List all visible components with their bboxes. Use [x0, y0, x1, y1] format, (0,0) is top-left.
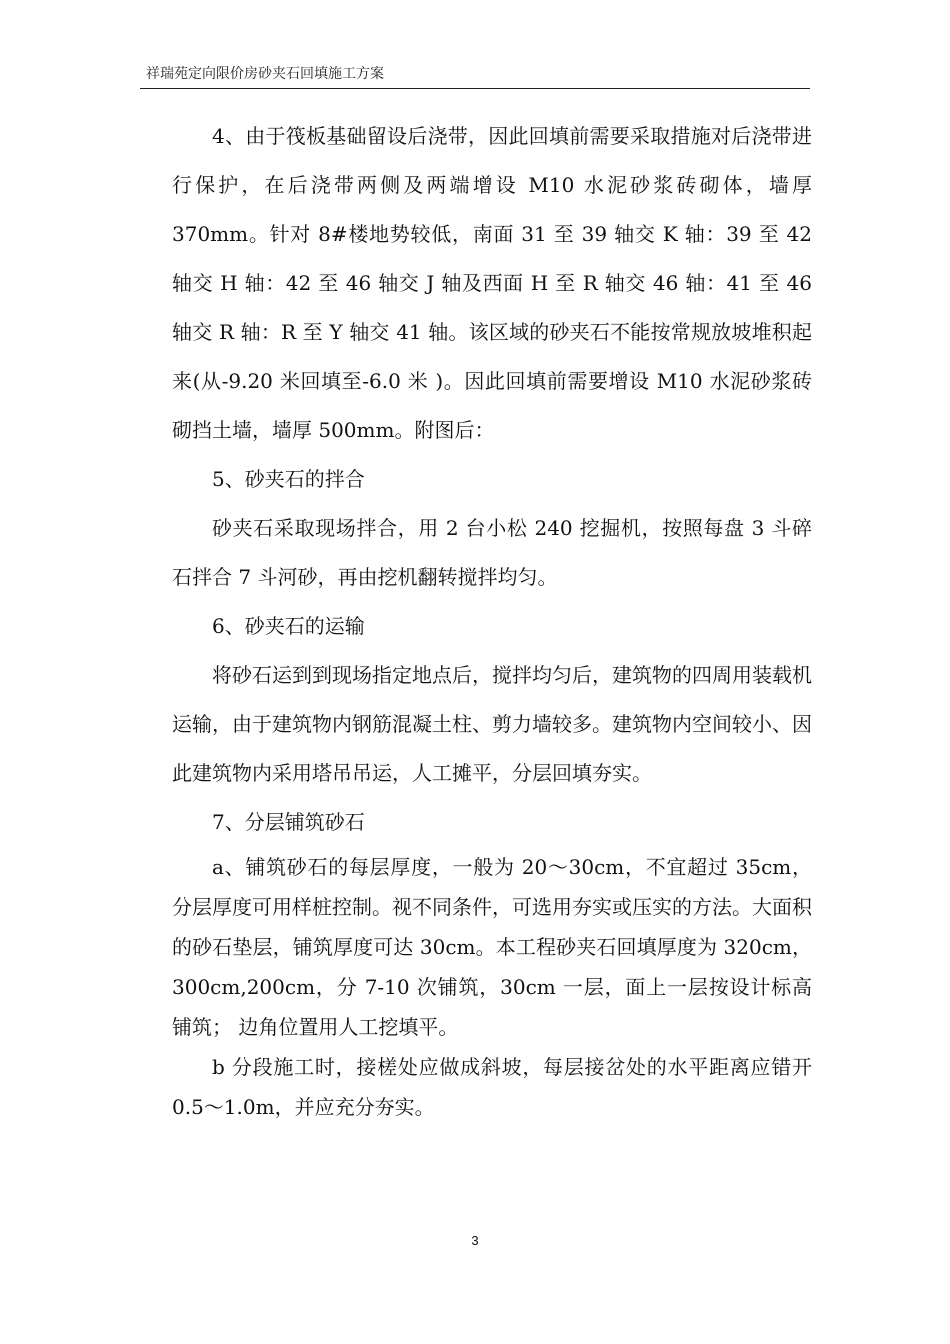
- paragraph-4-retaining-wall: 4、由于筏板基础留设后浇带，因此回填前需要采取措施对后浇带进行保护，在后浇带两侧及两端增设 M10 水泥砂浆砖砌体，墙厚 370mm。针对 8#楼地势较低，南面 31 至 39 轴交 K 轴：39 至 42 轴交 H 轴：42 至 46 轴交 J 轴及西面 H 至 R 轴交 46 轴：41 至 46 轴交 R 轴：R 至 Y 轴交 41 轴。该区域的砂夹石不能按常规放坡堆积起来(从-9.20 米回填至-6.0 米 )。因此回填前需要增设 M10 水泥砂浆砖砌挡土墙，墙厚 500mm。附图后：: [172, 124, 812, 442]
- heading-5-mixing: 5、砂夹石的拌合: [212, 467, 365, 491]
- page-number: 3: [471, 1233, 479, 1248]
- header-rule: [140, 88, 810, 89]
- heading-7-layered-paving: 7、分层铺筑砂石: [212, 810, 365, 834]
- running-header: 祥瑞苑定向限价房砂夹石回填施工方案: [146, 66, 384, 82]
- heading-6-transport: 6、砂夹石的运输: [212, 614, 365, 638]
- paragraph-layer-thickness: a、铺筑砂石的每层厚度，一般为 20～30cm，不宜超过 35cm，分层厚度可用样桩控制。视不同条件，可选用夯实或压实的方法。大面积的砂石垫层，铺筑厚度可达 30cm。本工程砂夹石回填厚度为 320cm，300cm,200cm，分 7-10 次铺筑，30cm 一层，面上一层按设计标高铺筑； 边角位置用人工挖填平。: [172, 855, 812, 1039]
- paragraph-segment-joints: b 分段施工时，接槎处应做成斜坡，每层接岔处的水平距离应错开 0.5～1.0m，并应充分夯实。: [172, 1055, 812, 1119]
- document-body: [172, 112, 812, 1127]
- paragraph-mixing: 砂夹石采取现场拌合，用 2 台小松 240 挖掘机，按照每盘 3 斗碎石拌合 7 斗河砂，再由挖机翻转搅拌均匀。: [172, 516, 812, 589]
- paragraph-transport: 将砂石运到到现场指定地点后，搅拌均匀后，建筑物的四周用装载机运输，由于建筑物内钢筋混凝土柱、剪力墙较多。建筑物内空间较小、因此建筑物内采用塔吊吊运，人工摊平，分层回填夯实。: [172, 663, 812, 785]
